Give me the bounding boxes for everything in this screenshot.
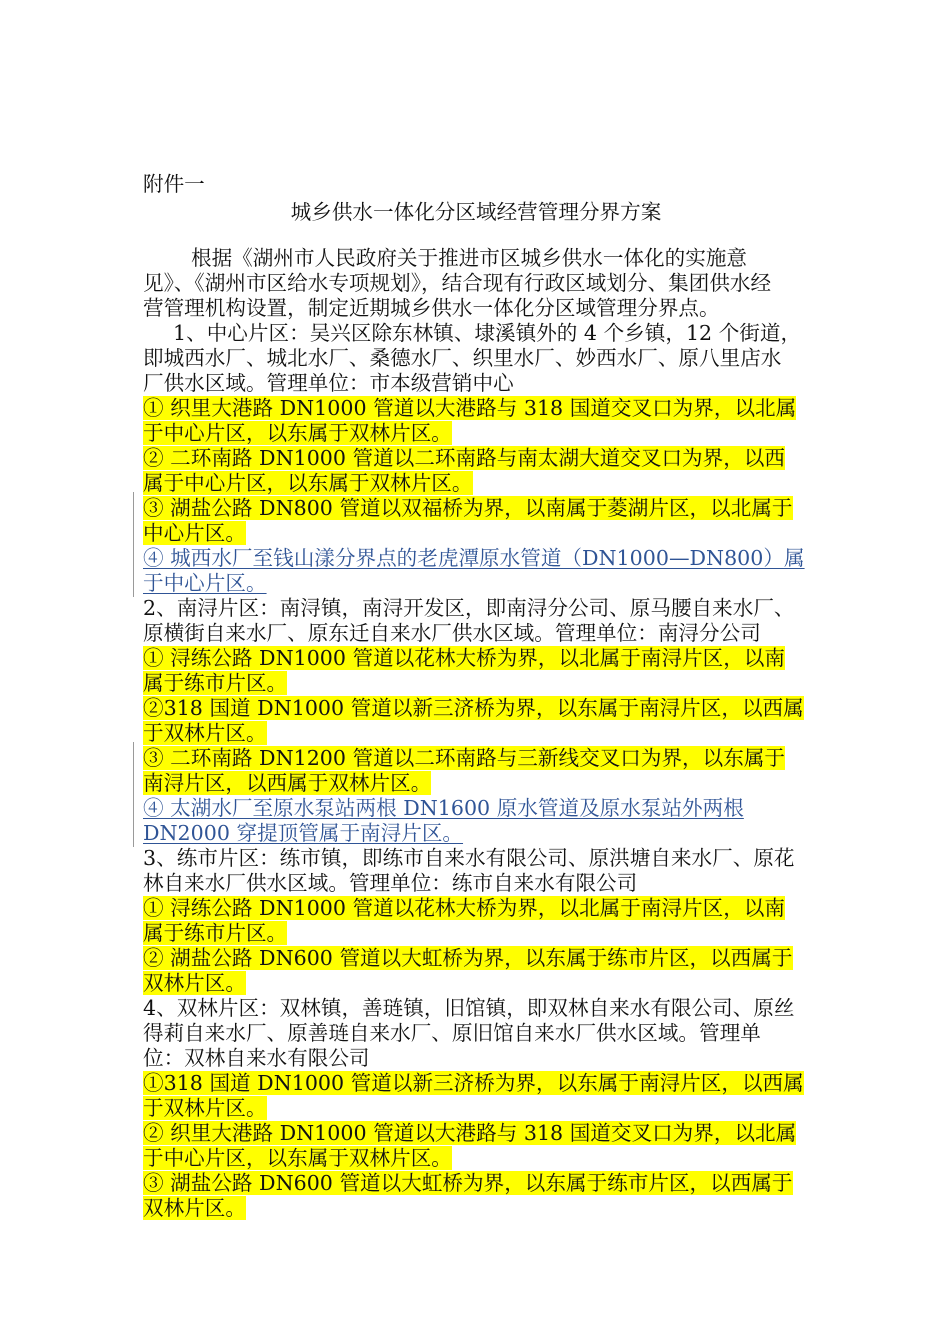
- section-lianshi: [143, 846, 809, 996]
- highlighted-text: ③ 二环南路 DN1200 管道以二环南路与三新线交叉口为界，以东属于: [143, 746, 786, 770]
- underlined-text[interactable]: 于中心片区。: [143, 571, 267, 595]
- highlighted-text: 于双林片区。: [143, 1096, 267, 1120]
- boundary-item: [143, 1121, 809, 1171]
- boundary-item: [143, 446, 809, 496]
- boundary-item: [143, 496, 809, 546]
- boundary-item: [143, 946, 809, 996]
- section-heading-line: 厂供水区域。管理单位：市本级营销中心: [143, 371, 514, 395]
- section-heading-line: 1、中心片区：吴兴区除东林镇、埭溪镇外的 4 个乡镇，12 个街道，: [173, 321, 802, 345]
- section-heading-line: 4、双林片区：双林镇，善琏镇，旧馆镇，即双林自来水有限公司、原丝: [143, 996, 795, 1020]
- boundary-item: [143, 396, 809, 446]
- highlighted-text: ② 湖盐公路 DN600 管道以大虹桥为界，以东属于练市片区，以西属于: [143, 946, 793, 970]
- highlighted-text: 属于练市片区。: [143, 671, 288, 695]
- document-page: [143, 172, 809, 1221]
- underlined-text[interactable]: ④ 城西水厂至钱山漾分界点的老虎潭原水管道（DN1000—DN800）属: [143, 546, 805, 570]
- intro-paragraph: [143, 246, 809, 321]
- intro-line: 根据《湖州市人民政府关于推进市区城乡供水一体化的实施意: [191, 246, 748, 270]
- highlighted-text: 双林片区。: [143, 1196, 246, 1220]
- section-nanxun: [143, 596, 809, 846]
- highlighted-text: ②318 国道 DN1000 管道以新三济桥为界，以东属于南浔片区，以西属: [143, 696, 804, 720]
- highlighted-text: ①318 国道 DN1000 管道以新三济桥为界，以东属于南浔片区，以西属: [143, 1071, 804, 1095]
- intro-line: 营管理机构设置，制定近期城乡供水一体化分区域管理分界点。: [143, 296, 720, 320]
- highlighted-text: ② 织里大港路 DN1000 管道以大港路与 318 国道交叉口为界，以北属: [143, 1121, 797, 1145]
- boundary-item-link[interactable]: [143, 796, 809, 846]
- section-center: [143, 321, 809, 596]
- boundary-item: [143, 646, 809, 696]
- section-heading-line: 2、南浔片区：南浔镇，南浔开发区，即南浔分公司、原马腰自来水厂、: [143, 596, 795, 620]
- underlined-text[interactable]: DN2000 穿提顶管属于南浔片区。: [143, 821, 464, 845]
- boundary-item: [143, 896, 809, 946]
- boundary-item: [143, 696, 809, 746]
- highlighted-text: ② 二环南路 DN1000 管道以二环南路与南太湖大道交叉口为界，以西: [143, 446, 786, 470]
- appendix-label: 附件一: [143, 172, 205, 196]
- highlighted-text: 中心片区。: [143, 521, 246, 545]
- highlighted-text: 于中心片区，以东属于双林片区。: [143, 1146, 452, 1170]
- underlined-text[interactable]: ④ 太湖水厂至原水泵站两根 DN1600 原水管道及原水泵站外两根: [143, 796, 744, 820]
- highlighted-text: ① 浔练公路 DN1000 管道以花林大桥为界，以北属于南浔片区，以南: [143, 646, 786, 670]
- highlighted-text: ① 织里大港路 DN1000 管道以大港路与 318 国道交叉口为界，以北属: [143, 396, 797, 420]
- section-heading-line: 原横街自来水厂、原东迁自来水厂供水区域。管理单位：南浔分公司: [143, 621, 761, 645]
- section-heading-line: 3、练市片区：练市镇，即练市自来水有限公司、原洪塘自来水厂、原花: [143, 846, 795, 870]
- section-heading-line: 位：双林自来水有限公司: [143, 1046, 370, 1070]
- section-heading-line: 得莉自来水厂、原善琏自来水厂、原旧馆自来水厂供水区域。管理单: [143, 1021, 761, 1045]
- boundary-item: [143, 746, 809, 796]
- highlighted-text: 双林片区。: [143, 971, 246, 995]
- section-shuanglin: [143, 996, 809, 1221]
- highlighted-text: 南浔片区，以西属于双林片区。: [143, 771, 432, 795]
- highlighted-text: 属于练市片区。: [143, 921, 288, 945]
- boundary-item: [143, 1171, 809, 1221]
- highlighted-text: ③ 湖盐公路 DN800 管道以双福桥为界，以南属于菱湖片区，以北属于: [143, 496, 793, 520]
- highlighted-text: 于双林片区。: [143, 721, 267, 745]
- highlighted-text: ① 浔练公路 DN1000 管道以花林大桥为界，以北属于南浔片区，以南: [143, 896, 786, 920]
- boundary-item: [143, 1071, 809, 1121]
- highlighted-text: 属于中心片区，以东属于双林片区。: [143, 471, 473, 495]
- intro-line: 见》、《湖州市区给水专项规划》，结合现有行政区域划分、集团供水经: [143, 271, 772, 295]
- highlighted-text: ③ 湖盐公路 DN600 管道以大虹桥为界，以东属于练市片区，以西属于: [143, 1171, 793, 1195]
- highlighted-text: 于中心片区，以东属于双林片区。: [143, 421, 452, 445]
- boundary-item-link[interactable]: [143, 546, 809, 596]
- section-heading-line: 林自来水厂供水区域。管理单位：练市自来水有限公司: [143, 871, 638, 895]
- document-title: 城乡供水一体化分区域经营管理分界方案: [290, 200, 662, 224]
- section-heading-line: 即城西水厂、城北水厂、桑德水厂、织里水厂、妙西水厂、原八里店水: [143, 346, 782, 370]
